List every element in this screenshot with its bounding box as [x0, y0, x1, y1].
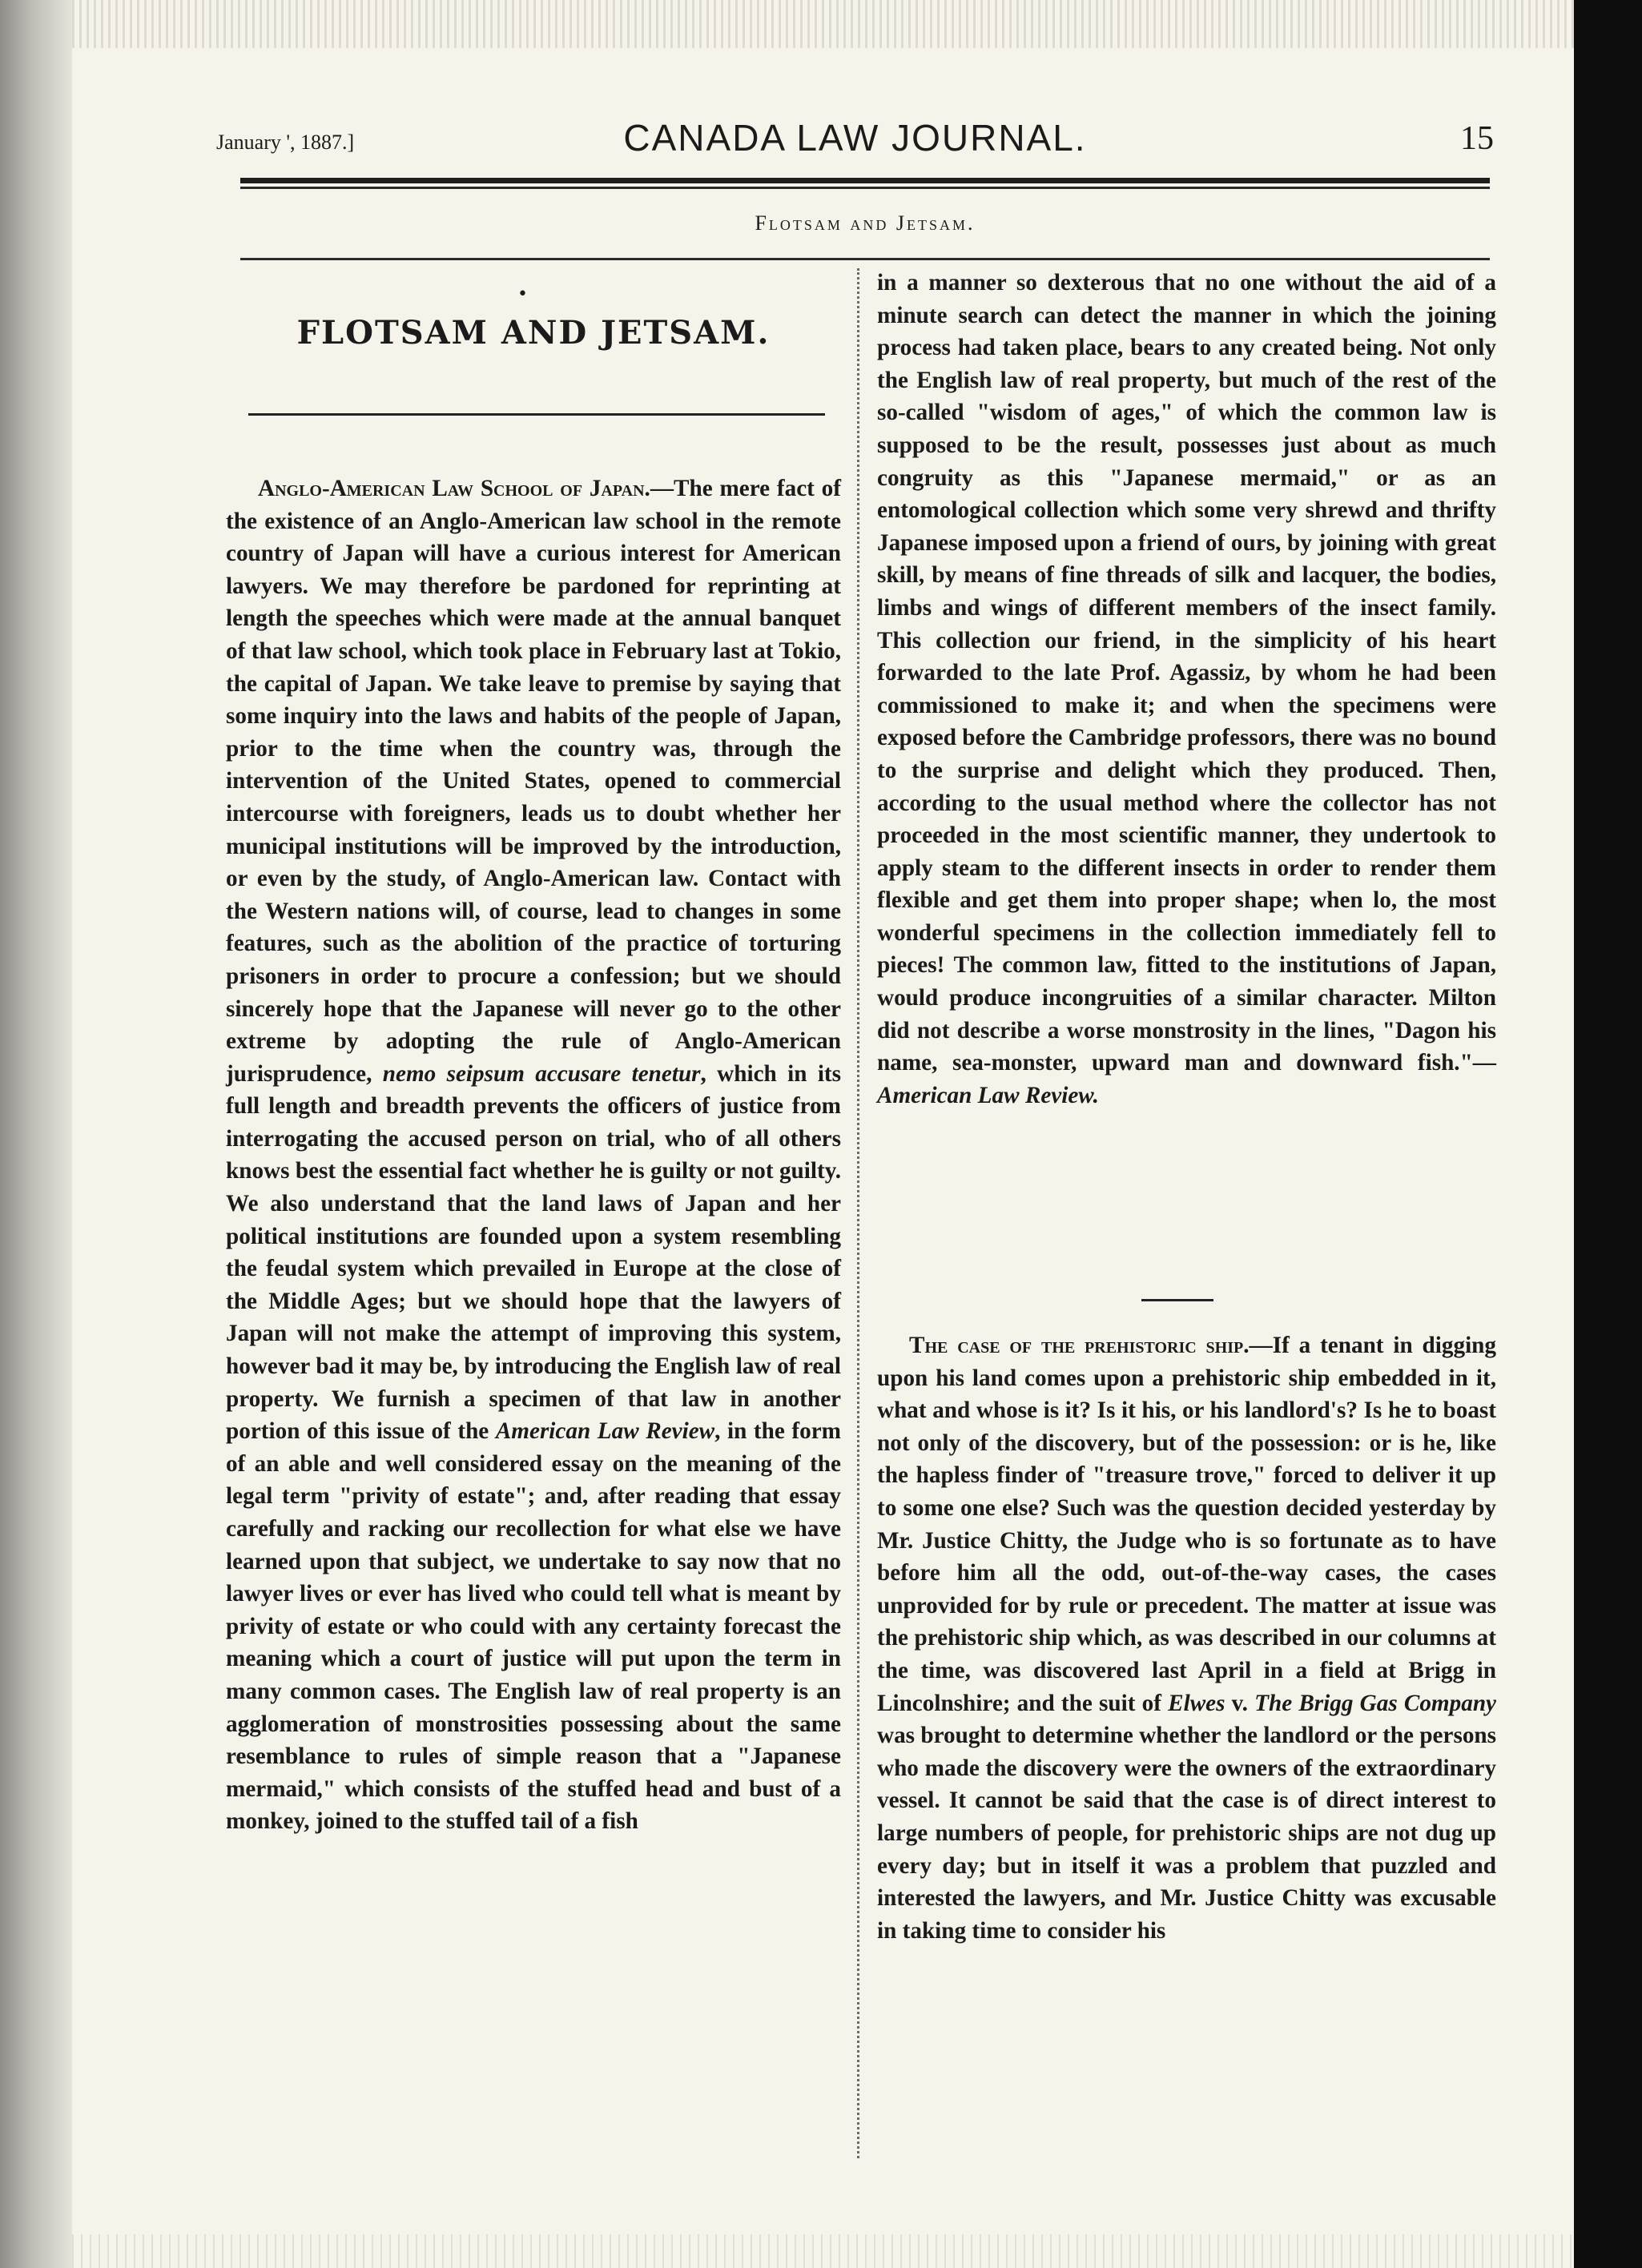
run-in-heading: Anglo-American Law School of Japan.: [258, 476, 650, 501]
article-title: FLOTSAM AND JETSAM.: [296, 314, 771, 352]
italic-text: nemo seipsum accusare tenetur: [382, 1060, 701, 1087]
italic-text: Elwes: [1168, 1690, 1225, 1716]
italic-text: American Law Review: [495, 1418, 715, 1445]
article-paragraph-prehistoric-ship: [877, 1329, 1496, 1947]
header-rule-thick: [240, 178, 1490, 183]
body-text: —If a tenant in digging upon his land comes upon a prehistoric ship embedded in it, what and whose is it? Is it his, or his landlord's? Is he to boast not only of the discovery, but of the possession: or is he, like the hapless finder of "treasure trove," forced to deliver it up to some one else? Such was the question decided yesterday by Mr. Justice Chitty, the Judge who is so fortunate as to have before him all the odd, out-of-the-way cases, the cases unprovided for by rule or precedent. The matter at issue was the prehistoric ship which, as was described in our columns at the time, was discovered last April in a field at Brigg in Lincolnshire; and the suit of: [877, 1333, 1497, 1716]
ornament-mark: •: [517, 284, 528, 304]
body-text: in a manner so dexterous that no one without the aid of a minute search can detect the manner in which the joining process had taken place, bears to any created being. Not only the English law of real property, but much of the rest of the so-called "wisdom of ages," of which the common law is supposed to be the result, possesses just about as much congruity as this "Japanese mermaid," or as an entomological collection which some very shrewd and thrifty Japanese imposed upon a friend of ours, by joining with great skill, by means of fine threads of silk and lacquer, the bodies, limbs and wings of different members of the insect family. This collection our friend, in the simplicity of his heart forwarded to the late Prof. Agassiz, by whom he had been commissioned to make it; and when the specimens were exposed before the Cambridge professors, there was no bound to the surprise and delight which they produced. Then, according to the usual method where the collector has not proceeded in the most scientific manner, they undertook to apply steam to the different insects in order to render them flexible and get them into proper shape; when lo, the most wonderful specimens in the collection immediately fell to pieces! The common law, fitted to the institutions of Japan, would produce incongruities of a similar character. Milton did not describe a worse monstrosity in the lines, "Dagon his name, sea-monster, upward man and downward fish."—: [877, 270, 1496, 1076]
header-rule-thin: [240, 187, 1490, 189]
left-column-text: [226, 472, 841, 1838]
article-separator: [1141, 1299, 1213, 1301]
body-text: , which in its full length and breadth prevents the officers of justice from interrogating the accused person on trial, who of all others knows best the essential fact whether he is guilty or not guilty. We also understand that the land laws of Japan and her political institutions are founded upon a system resembling the feudal system which prevailed in Europe at the close of the Middle Ages; but we should hope that the lawyers of Japan will not make the attempt of improving this system, however bad it may be, by introducing the English law of real property. We furnish a specimen of that law in another portion of this issue of the: [226, 1060, 842, 1445]
right-column-new-article: [877, 1329, 1496, 1947]
journal-title: CANADA LAW JOURNAL.: [623, 117, 1087, 159]
section-rule: [240, 258, 1490, 260]
run-in-heading: The case of the prehistoric ship.: [909, 1333, 1250, 1358]
scan-noise-bottom: [72, 2234, 1574, 2268]
right-column-continuation: [877, 267, 1496, 1112]
scan-noise-top: [72, 0, 1574, 48]
page-number: 15: [1460, 120, 1494, 157]
running-head: [216, 116, 1494, 164]
body-text: v.: [1225, 1690, 1255, 1716]
issue-date: January ', 1887.]: [216, 131, 355, 154]
page-right-edge-shadow: [1574, 0, 1642, 2268]
title-rule: [248, 413, 825, 416]
column-divider: [857, 268, 859, 2158]
body-text: —The mere fact of the existence of an Anglo-American law school in the remote country of Japan will have a curious interest for American lawyers. We may therefore be pardoned for reprinting at length the speeches which were made at the annual banquet of that law school, which took place in February last at Tokio, the capital of Japan. We take leave to premise by saying that some inquiry into the laws and habits of the people of Japan, prior to the time when the country was, through the intervention of the United States, opened to commercial intercourse with foreigners, leads us to doubt whether her municipal institutions will be improved by the introduction, or even by the study, of Anglo-American law. Contact with the Western nations will, of course, lead to changes in some features, such as the abolition of the practice of torturing prisoners in order to procure a confession; but we should sincerely hope that the Japanese will never go to the other extreme by adopting the rule of Anglo-American jurisprudence,: [226, 476, 841, 1087]
page-left-edge-shadow: [0, 0, 72, 2268]
article-paragraph-japan-law-school: [226, 472, 841, 1838]
italic-text: American Law Review.: [877, 1082, 1099, 1108]
article-paragraph-continuation: [877, 267, 1496, 1112]
section-heading: Flotsam and Jetsam.: [755, 211, 976, 235]
italic-text: The Brigg Gas Company: [1254, 1690, 1497, 1716]
body-text: , in the form of an able and well considered essay on the meaning of the legal term "privity of estate"; and, after reading that essay carefully and racking our recollection for what else we have learned upon that subject, we undertake to say now that no lawyer lives or ever has lived who could tell what is meant by privity of estate or who could with any certainty forecast the meaning which a court of justice will put upon the term in many common cases. The English law of real property is an agglomeration of monstrosities possessing about the same resemblance to rules of simple reason that a "Japanese mermaid," which consists of the stuffed head and bust of a monkey, joined to the stuffed tail of a fish: [226, 1418, 841, 1835]
body-text: was brought to determine whether the landlord or the persons who made the discovery were the owners of the extraordinary vessel. It cannot be said that the case is of direct interest to large numbers of people, for prehistoric ships are not dug up every day; but in itself it was a problem that puzzled and interested the lawyers, and Mr. Justice Chitty was excusable in taking time to consider his: [877, 1723, 1496, 1944]
